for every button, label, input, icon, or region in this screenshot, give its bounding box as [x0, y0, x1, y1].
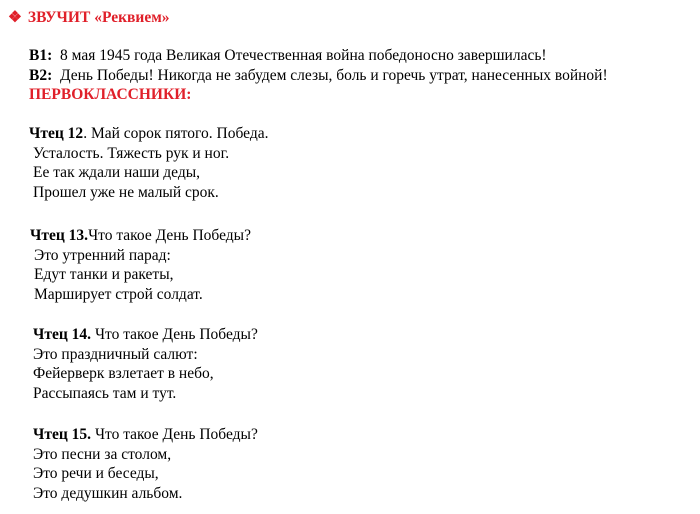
reader-label: Чтец 14. — [33, 326, 92, 343]
poem-line: Рассыпаясь там и тут. — [33, 384, 177, 402]
poem-line: Это речи и беседы, — [33, 465, 159, 482]
diamond-bullet-icon: ❖ — [8, 9, 22, 26]
section-title: ПЕРВОКЛАССНИКИ: — [29, 86, 192, 103]
reader-label: Чтец 12 — [29, 125, 84, 142]
intro-text-v2: День Победы! Никогда не забудем слезы, боль и горечь утрат, нанесенных войной! — [60, 66, 608, 84]
intro-label-v1: В1: — [29, 47, 53, 64]
poem-line: Это дедушкин альбом. — [33, 484, 183, 502]
reader-first-line — [30, 226, 670, 246]
intro-label-v2: В2: — [29, 66, 53, 84]
reader-label: Чтец 13. — [30, 227, 89, 244]
heading-text: ЗВУЧИТ «Реквием» — [27, 9, 170, 26]
poem-line: Едут танки и ракеты, — [34, 266, 174, 283]
reader-first-line — [29, 124, 669, 144]
poem-line: Марширует строй солдат. — [34, 285, 203, 303]
reader-line-text: Что такое День Победы? — [91, 326, 258, 343]
reader-line-text: Что такое День Победы? — [88, 227, 251, 244]
reader-block-15 — [33, 425, 673, 503]
reader-first-line — [33, 325, 673, 345]
intro-line-v2 — [29, 66, 629, 86]
poem-line: Это праздничный салют: — [33, 345, 198, 363]
heading — [8, 8, 170, 28]
reader-block-13 — [30, 226, 670, 304]
poem-line: Фейерверк взлетает в небо, — [33, 365, 214, 382]
poem-line: Это песни за столом, — [33, 445, 172, 463]
poem-line: Прошел уже не малый срок. — [33, 183, 219, 201]
reader-line-text: Что такое День Победы? — [91, 426, 258, 443]
poem-line: Это утренний парад: — [34, 246, 171, 264]
intro-block — [29, 46, 669, 105]
poem-line: Ее так ждали наши деды, — [33, 164, 201, 181]
intro-text-v1: 8 мая 1945 года Великая Отечественная война победоносно завершилась! — [60, 47, 547, 64]
reader-first-line — [33, 425, 673, 445]
reader-line-text: . Май сорок пятого. Победа. — [83, 125, 269, 142]
reader-block-12 — [29, 124, 669, 202]
intro-line-v1 — [29, 46, 669, 66]
reader-block-14 — [33, 325, 673, 403]
poem-line: Усталость. Тяжесть рук и ног. — [33, 144, 230, 162]
reader-label: Чтец 15. — [33, 426, 92, 443]
